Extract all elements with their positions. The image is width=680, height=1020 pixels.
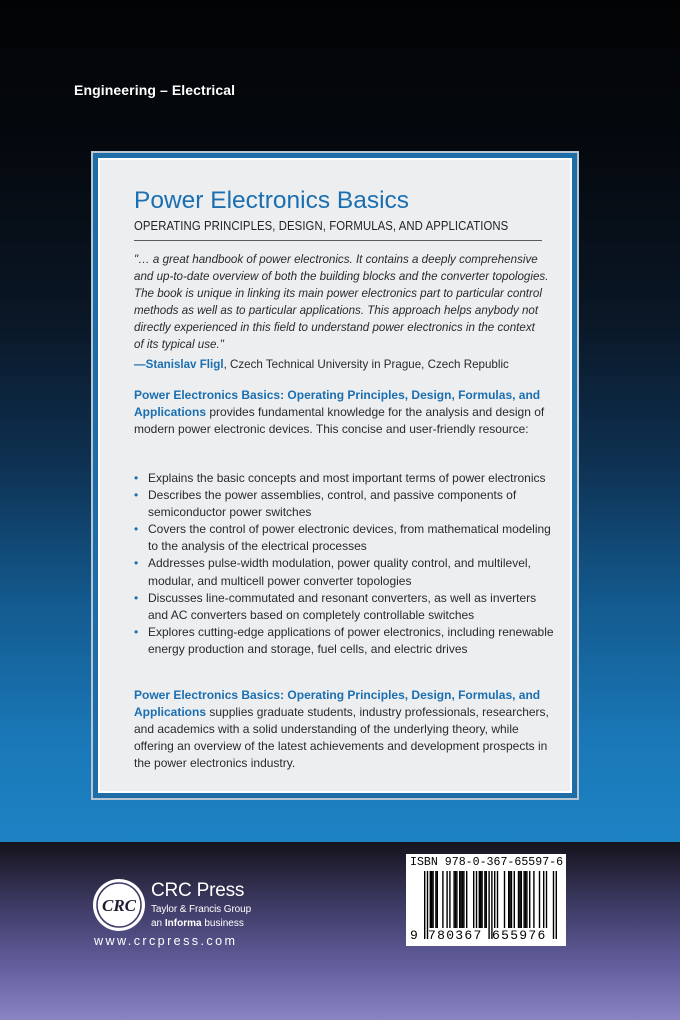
barcode-lead-digit: 9 (410, 928, 418, 943)
barcode-bar (539, 871, 540, 928)
barcode-bar (525, 871, 526, 928)
informa-prefix: an (151, 918, 165, 929)
barcode-bar (497, 871, 498, 928)
barcode-bar (459, 871, 460, 928)
quote-affiliation: , Czech Technical University in Prague, Czech Republic (223, 358, 509, 371)
barcode-bar (479, 871, 480, 928)
intro-book-title: Power Electronics Basics: Operating Principles, Design, Formulas, and Applications (134, 388, 541, 420)
barcode-bar (546, 871, 547, 928)
barcode-bar (424, 871, 425, 939)
feature-list (134, 470, 554, 658)
quote-line: The book is unique in linking its main power electronics part to particular control (134, 287, 542, 301)
barcode-bar (504, 871, 505, 928)
quote-line: of its typical use." (134, 338, 224, 352)
barcode-bar (486, 871, 487, 928)
quote-line: directly experienced in this field to understand power electronics in the context (134, 321, 535, 335)
closing-text: supplies graduate students, industry professionals, researchers, and academics with a solid understanding of the underlying theory, while offering an overview of the latest achievements and development prospects in the power electronics industry. (134, 705, 549, 771)
description-panel (93, 153, 577, 798)
barcode-bar (430, 871, 431, 928)
barcode-bar (514, 871, 515, 928)
barcode-bar (484, 871, 485, 928)
title-divider (134, 240, 542, 241)
barcode-bar (511, 871, 512, 928)
barcode-bar (432, 871, 433, 928)
publisher-informa (151, 918, 244, 929)
feature-item: • Explains the basic concepts and most important terms of power electronics (134, 470, 554, 487)
barcode-bar (437, 871, 438, 928)
intro-text: provides fundamental knowledge for the analysis and design of modern power electronic devices. This concise and user-friendly resource: (134, 405, 545, 437)
informa-name: Informa (164, 918, 202, 929)
barcode-bar (523, 871, 524, 928)
feature-item: • Covers the control of power electronic devices, from mathematical modeling to the analysis of the electrical processes (134, 521, 554, 555)
barcode-bar (480, 871, 481, 928)
barcode-bar (526, 871, 527, 928)
barcode-bar (446, 871, 447, 928)
barcode-bar (556, 871, 557, 939)
review-quote (134, 251, 552, 354)
barcode-bar (449, 871, 450, 928)
informa-suffix: business (201, 918, 244, 929)
barcode-bar (462, 871, 463, 928)
feature-item: • Explores cutting-edge applications of power electronics, including renewable energy production and storage, fuel cells, and electric drives (134, 624, 554, 658)
crc-logo-icon (92, 878, 146, 932)
barcode-left-digits: 780367 (428, 928, 483, 943)
publisher-group: Taylor & Francis Group (151, 904, 252, 915)
isbn-label: ISBN 978-0-367-65597-6 (410, 856, 564, 869)
barcode-bar (453, 871, 454, 928)
quote-author: —Stanislav Fligl (134, 358, 224, 371)
barcode-bar (494, 871, 495, 928)
barcode-bar (481, 871, 482, 928)
barcode-bar (519, 871, 520, 928)
barcode-bar (543, 871, 544, 928)
barcode-bar (473, 871, 474, 928)
barcode-bar (533, 871, 534, 928)
barcode-bar (431, 871, 432, 928)
intro-paragraph (134, 387, 554, 438)
barcode-bar (521, 871, 522, 928)
barcode-bar (435, 871, 436, 928)
quote-line: methods as well as to particular applications. This approach helps anybody not (134, 304, 539, 318)
quote-attribution (134, 358, 554, 371)
barcode-bar (476, 871, 477, 928)
publisher-name: CRC Press (151, 880, 245, 901)
barcode-bar (553, 871, 554, 939)
closing-book-title: Power Electronics Basics: Operating Principles, Design, Formulas, and Applications (134, 688, 541, 720)
feature-item: • Addresses pulse-width modulation, power quality control, and multilevel, modular, and multicell power converter topologies (134, 555, 554, 589)
isbn-barcode (406, 854, 566, 946)
feature-item: • Describes the power assemblies, control, and passive components of semiconductor power switches (134, 487, 554, 521)
book-subtitle: OPERATING PRINCIPLES, DESIGN, FORMULAS, AND APPLICATIONS (134, 219, 509, 233)
barcode-bar (529, 871, 530, 928)
crc-logo-text: CRC (101, 896, 137, 915)
feature-item: • Discusses line-commutated and resonant converters, as well as inverters and AC converters based on completely controllable switches (134, 590, 554, 624)
barcode-right-digits: 655976 (492, 928, 547, 943)
barcode-bar (509, 871, 510, 928)
barcode-bar (508, 871, 509, 928)
barcode-bar (463, 871, 464, 928)
publisher-website[interactable]: www.crcpress.com (94, 934, 238, 948)
barcode-bar (456, 871, 457, 928)
category-label: Engineering – Electrical (74, 82, 236, 98)
barcode-bar (488, 871, 489, 939)
barcode-bar (455, 871, 456, 928)
book-title: Power Electronics Basics (134, 187, 410, 214)
quote-line: and up-to-date overview of both the building blocks and the converter topologies. (134, 270, 549, 284)
barcode-bar (466, 871, 467, 928)
barcode-bar (442, 871, 443, 928)
barcode-bar (518, 871, 519, 928)
closing-paragraph (134, 687, 554, 772)
quote-line: "… a great handbook of power electronics. It contains a deeply comprehensive (134, 253, 538, 266)
barcode-bar (460, 871, 461, 928)
